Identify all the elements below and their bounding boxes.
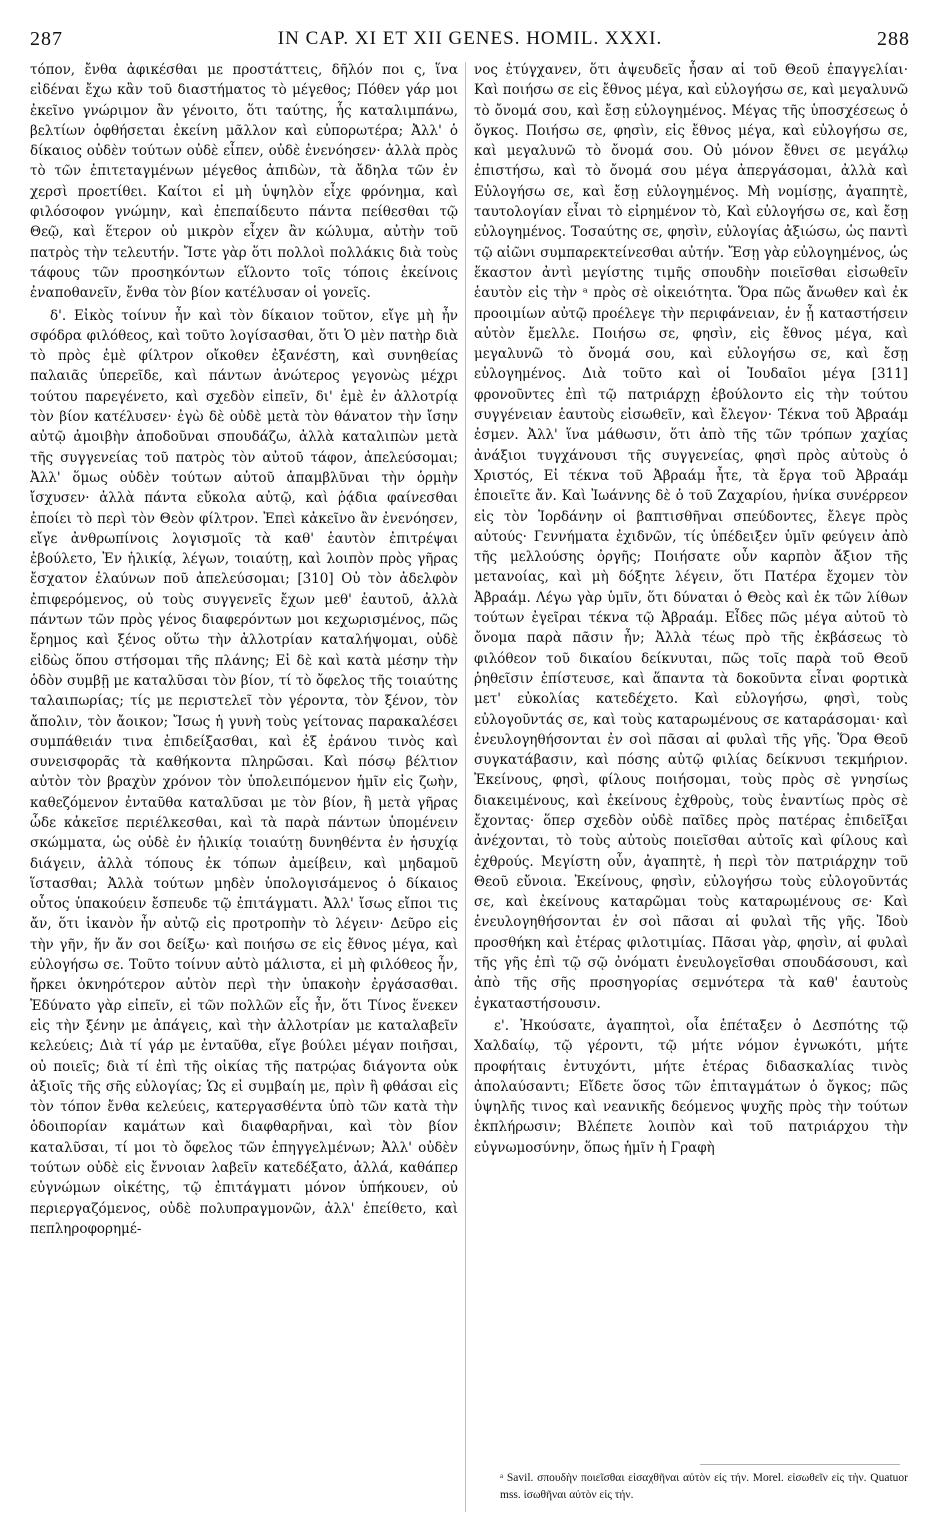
paragraph: τόπον, ἔνθα ἀφικέσθαι με προστάττεις, δῆλόν ποι ς, ἵνα εἰδέναι ἔχω κἂν τοῦ διαστήματος τὸ μέγεθος; Πόθεν γάρ μοι ἐκεῖνο γνώριμον ἂν γένοιτο, ὅτι ταύτης, ἧς καταλιμπάνω, βελτίων ὀφθήσεται ἐκείνη μᾶλλον καὶ εὐπορωτέρα; Ἀλλ' ὁ δίκαιος οὐδὲν τούτων οὐδὲ εἶπεν, οὐδὲ ἐνενόησεν· ἀλλὰ πρὸς τὸ τῶν ἐπιτεταγμένων μέγεθος ἀπιδὼν, τὰ ἄδηλα τῶν ἐν χερσὶ προετίθει. Καίτοι εἰ μὴ ὑψηλὸν εἶχε φρόνημα, καὶ φιλόσοφον γνώμην, καὶ ἐπεπαίδευτο πάντα πείθεσθαι τῷ Θεῷ, καὶ ἕτερον οὐ μικρὸν εἶχεν ἂν κώλυμα, αὐτὴν τοῦ πατρὸς τὴν τελευτήν. Ἴστε γὰρ ὅτι πολλοὶ πολλάκις διὰ τοὺς τάφους τῶν προσηκόντων εἵλοντο τοῖς τόποις ἐκείνοις ἐναποθανεῖν, ἔνθα τὸν βίον κατέλυσαν οἱ γονεῖς. bbox=[30, 62, 458, 302]
left-column bbox=[30, 60, 458, 1515]
page-number-right: 288 bbox=[877, 28, 910, 50]
footnote-rule bbox=[700, 1464, 900, 1465]
running-header bbox=[30, 28, 910, 58]
column-divider bbox=[465, 62, 466, 1512]
paragraph: δ'. Εἰκὸς τοίνυν ἦν καὶ τὸν δίκαιον τοῦτον, εἴγε μὴ ἦν σφόδρα φιλόθεος, καὶ τοῦτο λογίσασθαι, ὅτι Ὁ μὲν πατὴρ διὰ τὸ πρὸς ἐμὲ φίλτρον οἴκοθεν ἐξανέστη, καὶ συνηθείας παλαιᾶς ὑπερεῖδε, καὶ πάντων ἀνώτερος γεγονὼς μέχρι τούτου παρεγένετο, καὶ σχεδὸν εἰπεῖν, δι' ἐμὲ ἐν ἀλλοτρίᾳ τὸν βίον κατέλυσεν· ἐγὼ δὲ οὐδὲ μετὰ τὸν θάνατον τὴν ἴσην αὐτῷ ἀμοιβὴν ἀποδοῦναι σπουδάζω, ἀλλὰ καταλιπὼν μετὰ τῆς συγγενείας τοῦ πατρὸς τὸν αὐτοῦ τάφον, ἀπελεύσομαι; Ἀλλ' ὅμως οὐδὲν τούτων αὐτοῦ ἀπαμβλῦναι τὴν ὁρμὴν ἴσχυσεν· ἀλλὰ πάντα εὔκολα αὐτῷ, καὶ ῥᾴδια φαίνεσθαι ἐποίει τὸ περὶ τὸν Θεὸν φίλτρον. Ἐπεὶ κἀκεῖνο ἂν ἐνενόησεν, εἴγε ἀνθρωπίνοις λογισμοῖς τὰ καθ' ἑαυτὸν ἐπιτρέψαι ἐβούλετο, Ἐν ἡλικίᾳ, λέγων, τοιαύτῃ, καὶ λοιπὸν πρὸς γῆρας ἔσχατον ἐλαύνων ποῦ ἀπελεύσομαι; [310] Οὐ τὸν ἀδελφὸν ἐπιφερόμενος, οὐ τοὺς συγγενεῖς ἔχων μεθ' ἑαυτοῦ, ἀλλὰ πάντων τῶν πρὸς γένος διαφερόντων μοι κεχωρισμένος, πῶς ἔρημος καὶ ξένος οὕτω τὴν ἀλλοτρίαν καταλήψομαι, οὐδὲ εἰδὼς ὅπου στήσομαι τῆς πλάνης; Εἰ δὲ καὶ κατὰ μέσην τὴν ὁδὸν συμβῇ με καταλῦσαι τὸν βίον, τί τὸ ὄφελος τῆς τοιαύτης ταλαιπωρίας; τίς με περιστελεῖ τὸν γέροντα, τὸν ξένον, τὸν ἄπολιν, τὸν ἄοικον; Ἴσως ἡ γυνὴ τοὺς γείτονας παρακαλέσει συμπάθειάν τινα ἐπιδείξασθαι, καὶ ἐξ ἐράνου τινὸς καὶ συνεισφορᾶς τὰ καθήκοντα πληρῶσαι. Καὶ πόσῳ βέλτιον αὐτὸν τὸν βραχὺν χρόνον τὸν ὑπολειπόμενον ἡμῖν εἰς ζωὴν, καθεζόμενον ἐνταῦθα καταλῦσαι με τὸν βίον, ἢ μετὰ γῆρας ὧδε κἀκεῖσε περιέλκεσθαι, καὶ τὰ παρὰ πάντων ὑπομένειν σκώμματα, ὡς οὐδὲ ἐν ἡλικίᾳ τοιαύτῃ δυνηθέντα ἐν ἡσυχίᾳ διάγειν, ἀλλὰ τόπους ἐκ τόπων ἀμείβειν, καὶ μηδαμοῦ ἵστασθαι; Ἀλλὰ τούτων μηδὲν ὑπολογισάμενος ὁ δίκαιος οὗτος ὑπακούειν ἔσπευδε τῷ ἐπιτάγματι. Ἀλλ' ἴσως εἴποι τις ἄν, ὅτι ἱκανὸν ἦν αὐτῷ εἰς προτροπὴν τὸ λέγειν· Δεῦρο εἰς τὴν γῆν, ἥν ἄν σοι δείξω· καὶ ποιήσω σε εἰς ἔθνος μέγα, καὶ εὐλογήσω σε. Τοῦτο τοίνυν αὐτὸ μάλιστα, εἰ μὴ φιλόθεος ἦν, ἤρκει ὀκνηρότερον αὐτὸν περὶ τὴν ὑπακοὴν ἐργάσασθαι. Ἐδύνατο γὰρ εἰπεῖν, εἰ τῶν πολλῶν εἷς ἦν, ὅτι Τίνος ἕνεκεν εἰς τὴν ξένην με ἀπάγεις, καὶ τὴν ἀλλοτρίαν με καταλαβεῖν κελεύεις; Διὰ τί γάρ με ἐνταῦθα, εἴγε βούλει μέγαν ποιῆσαι, οὐ ποιεῖς; διὰ τί ἐπὶ τῆς οἰκίας τῆς πατρῴας διάγοντα οὐκ ἀξιοῖς τῆς σῆς εὐλογίας; Ὡς εἰ συμβαίη με, πρὶν ἢ φθάσαι εἰς τὸν τόπον ἔνθα κελεύεις, κατεργασθέντα ὑπὸ τῶν κατὰ τὴν ὁδοιπορίαν καμάτων καὶ διαφθαρῆναι, καὶ τὸν βίον καταλῦσαι, τί μοι τὸ ὄφελος τῶν ἐπηγγελμένων; Ἀλλ' οὐδὲν τούτων οὐδὲ εἰς ἔννοιαν λαβεῖν κατεδέξατο, ἀλλά, καθάπερ εὐγνώμων οἰκέτης, τῷ ἐπιτάγματι μόνον ὑπήκουεν, οὐ περιεργαζόμενος, οὐδὲ πολυπραγμονῶν, ἀλλ' ἐπείθετο, καὶ πεπληροφορημέ- bbox=[30, 307, 458, 1237]
page-number-left: 287 bbox=[30, 28, 63, 50]
right-column bbox=[474, 60, 908, 1440]
running-title: IN CAP. XI ET XII GENES. HOMIL. XXXI. bbox=[277, 28, 663, 49]
footnote: ᵃ Savil. σπουδὴν ποιεῖσθαι εἰσαχθῆναι αὐτὸν εἰς τήν. Morel. εἰσωθεῖν εἰς τὴν. Quatuor mss. ἰσωθῆναι αὐτὸν εἰς τήν. bbox=[500, 1472, 908, 1501]
paragraph: ε'. Ἠκούσατε, ἀγαπητοὶ, οἷα ἐπέταξεν ὁ Δεσπότης τῷ Χαλδαίῳ, τῷ γέροντι, τῷ μήτε νόμον ἐγνωκότι, μήτε προφήταις ἐντυχόντι, μήτε ἑτέρας διδασκαλίας τινὸς ἀπολαύσαντι; Εἴδετε ὅσος τῶν ἐπιταγμάτων ὁ ὄγκος; πῶς ὑψηλῆς τινος καὶ νεανικῆς δεόμενος ψυχῆς πρὸς τὴν τούτων ἐκπλήρωσιν; Βλέπετε λοιπὸν καὶ τοῦ πατριάρχου τὴν εὐγνωμοσύνην, ὅπως ἡμῖν ἡ Γραφὴ bbox=[474, 1017, 908, 1156]
paragraph: νος ἐτύγχανεν, ὅτι ἀψευδεῖς ἦσαν αἱ τοῦ Θεοῦ ἐπαγγελίαι· Καὶ ποιήσω σε εἰς ἔθνος μέγα, καὶ εὐλογήσω σε, καὶ μεγαλυνῶ τὸ ὄνομά σου, καὶ ἔσῃ εὐλογημένος. Μέγας τῆς ὑποσχέσεως ὁ ὄγκος. Ποιήσω σε, φησὶν, εἰς ἔθνος μέγα, καὶ εὐλογήσω σε, καὶ μεγαλυνῶ τὸ ὄνομά σου. Οὐ μόνον ἔθνει σε μεγάλῳ ἐπιστήσω, καὶ τὸ ὄνομά σου μέγα ἀπεργάσομαι, ἀλλὰ καὶ Εὐλογήσω σε, καὶ ἔσῃ εὐλογημένος. Μὴ νομίσῃς, ἀγαπητὲ, ταυτολογίαν εἶναι τὸ εἰρημένον τὸ, Καὶ εὐλογήσω σε, καὶ ἔσῃ εὐλογημένος. Τοσαύτης σε, φησὶν, εὐλογίας ἀξιώσω, ὡς παντὶ τῷ αἰῶνι συμπαρεκτείνεσθαι αὐτήν. Ἔσῃ γὰρ εὐλογημένος, ὡς ἕκαστον ἀντὶ μεγίστης τιμῆς σπουδὴν ποιεῖσθαι εἰσωθεῖν ἑαυτὸν εἰς τὴν ᵃ πρὸς σὲ οἰκειότητα. Ὅρα πῶς ἄνωθεν καὶ ἐκ προοιμίων αὐτῷ προέλεγε τὴν περιφάνειαν, ἐν ᾗ καταστήσειν αὐτὸν ἔμελλε. Ποιήσω σε, φησὶν, εἰς ἔθνος μέγα, καὶ μεγαλυνῶ τὸ ὄνομά σου, καὶ εὐλογήσω σε, καὶ ἔσῃ εὐλογημένος. Διὰ τοῦτο καὶ οἱ Ἰουδαῖοι μέγα [311] φρονοῦντες ἐπὶ τῷ πατριάρχῃ ἐβούλοντο εἰς τὴν τούτου συγγένειαν ἑαυτοὺς εἰσωθεῖν, καὶ ἔλεγον· Τέκνα τοῦ Ἀβραάμ ἐσμεν. Ἀλλ' ἵνα μάθωσιν, ὅτι ἀπὸ τῆς τῶν τρόπων χαχίας ἀνάξιοι τυγχάνουσι τῆς συγγενείας, φησὶ πρὸς αὐτοὺς ὁ Χριστός, Εἰ τέκνα τοῦ Ἀβραάμ ἦτε, τὰ ἔργα τοῦ Ἀβραάμ ἐποιεῖτε ἄν. Καὶ Ἰωάννης δὲ ὁ τοῦ Ζαχαρίου, ἡνίκα συνέρρεον εἰς τὸν Ἰορδάνην οἱ βαπτισθῆναι σπεύδοντες, ἔλεγε πρὸς αὐτούς· Γεννήματα ἐχιδνῶν, τίς ὑπέδειξεν ὑμῖν φεύγειν ἀπὸ τῆς μελλούσης ὀργῆς; Ποιήσατε οὖν καρπὸν ἄξιον τῆς μετανοίας, καὶ μὴ δόξητε λέγειν, ὅτι Πατέρα ἔχομεν τὸν Ἀβραάμ. Λέγω γὰρ ὑμῖν, ὅτι δύναται ὁ Θεὸς καὶ ἐκ τῶν λίθων τούτων ἐγεῖραι τέκνα τῷ Ἀβραάμ. Εἶδες πῶς μέγα αὐτοῦ τὸ ὄνομα παρὰ πᾶσιν ἦν; Ἀλλὰ τέως πρὸ τῆς ἐκβάσεως τὸ φιλόθεον τοῦ δικαίου δείκνυται, πῶς τοῖς παρὰ τοῦ Θεοῦ ῥηθεῖσιν ἐπίστευσε, καὶ ἅπαντα τὰ δοκοῦντα εἶναι φορτικὰ μετ' εὐκολίας κατεδέχετο. Καὶ εὐλογήσω, φησὶ, τοὺς εὐλογοῦντάς σε, καὶ τοὺς καταρωμένους σε καταράσομαι· καὶ ἐνευλογηθήσονται ἐν σοὶ πᾶσαι αἱ φυλαὶ τῆς γῆς. Ὅρα Θεοῦ συγκατάβασιν, καὶ πόσης αὐτῷ φιλίας δείκνυσι τεκμήριον. Ἐκείνους, φησὶ, φίλους ποιήσομαι, τοὺς πρὸς σὲ γνησίως διακειμένους, καὶ ἐκείνους ἐχθροὺς, τοὺς ἐναντίως πρὸς σὲ ἔχοντας· ὅπερ σχεδὸν οὐδὲ παῖδες πρὸς πατέρας ἐπιδεῖξαι ἀνέχονται, τὸ τοὺς αὐτοὺς ποιεῖσθαι αὐτοῖς καὶ φίλους καὶ ἐχθρούς. Μεγίστη οὖν, ἀγαπητὲ, ἡ περὶ τὸν πατριάρχην τοῦ Θεοῦ εὔνοια. Ἐκείνους, φησὶν, εὐλογήσω τοὺς εὐλογοῦντάς σε, καὶ ἐκείνους καταρῶμαι τοὺς καταρωμένους σε· Καὶ ἐνευλογηθήσονται ἐν σοὶ πᾶσαι αἱ φυλαὶ τῆς γῆς. Ἰδοὺ προσθήκη καὶ ἑτέρας φιλοτιμίας. Πᾶσαι γὰρ, φησὶν, αἱ φυλαὶ τῆς γῆς ἐπὶ τῷ σῷ ὀνόματι ἐνευλογεῖσθαι σπουδάσουσι, καὶ ἀπὸ τῆς σῆς προσηγορίας σεμνότερα τὰ καθ' ἑαυτοὺς ἐγκαταστήσουσιν. bbox=[474, 62, 908, 1012]
